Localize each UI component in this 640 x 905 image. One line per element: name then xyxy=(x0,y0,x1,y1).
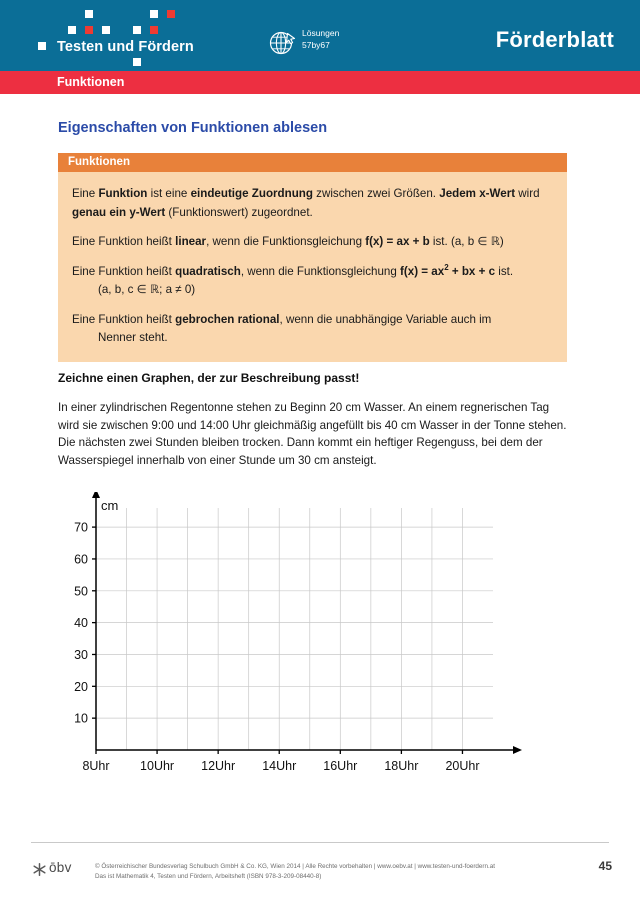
rational-line-2: Nenner steht. xyxy=(98,331,168,344)
y-axis-unit-label: cm xyxy=(101,498,119,513)
page-number: 45 xyxy=(598,859,612,873)
quadratic-paragraph: Eine Funktion heißt quadratisch, wenn die Funktionsgleichung $f(x) = ax^2$ + bx + c ist. (a, b, c ∈ ℝ; a ≠ 0) xyxy=(72,263,553,300)
page-title: Förderblatt xyxy=(495,27,614,52)
y-axis-tick-label: 30 xyxy=(74,647,88,662)
page-header xyxy=(0,0,640,71)
y-axis-tick-label: 40 xyxy=(74,616,88,631)
logo-square xyxy=(38,42,46,50)
logo-square xyxy=(133,26,141,34)
y-axis-tick-label: 60 xyxy=(74,552,88,567)
logo-square xyxy=(68,26,76,34)
logo-square xyxy=(150,10,158,18)
y-axis-tick-label: 70 xyxy=(74,520,88,535)
task-title: Zeichne einen Graphen, der zur Beschreibung passt! xyxy=(58,371,360,385)
info-box-body xyxy=(58,172,567,362)
subject-bar xyxy=(0,71,640,94)
logo-square xyxy=(102,26,110,34)
brand-name: Testen und Fördern xyxy=(57,39,194,55)
x-axis-tick-label: 12Uhr xyxy=(201,759,236,773)
publisher-logo xyxy=(33,861,91,877)
solutions-code-value: 57by67 xyxy=(302,39,330,50)
section-heading: Eigenschaften von Funktionen ablesen xyxy=(58,120,328,136)
logo-square xyxy=(167,10,175,18)
copyright-text xyxy=(95,862,495,881)
globe-cursor-icon xyxy=(268,28,298,63)
solutions-label: Lösungen xyxy=(302,28,340,38)
definition-paragraph: Eine Funktion ist eine eindeutige Zuordnung zwischen zwei Größen. Jedem x-Wert wird genau ein y-Wert (Funktionswert) zugeordnet. xyxy=(72,187,540,219)
x-axis-tick-label: 18Uhr xyxy=(384,759,419,773)
info-box-title: Funktionen xyxy=(58,153,567,172)
y-axis-tick-label: 20 xyxy=(74,679,88,694)
coordinate-grid[interactable] xyxy=(58,492,528,782)
rational-paragraph: Eine Funktion heißt gebrochen rational, wenn die unabhängige Variable auch im Nenner steht. xyxy=(72,311,553,348)
task-description: In einer zylindrischen Regentonne stehen zu Beginn 20 cm Wasser. An einem regnerischen Tag wird sie zwischen 9:00 und 14:00 Uhr gleichmäßig angefüllt bis 40 cm Wasser in der Tonne stehen. Die nächsten zwei Stunden bleiben trocken. Dann kommt ein heftiger Regenguss, bei dem der Wasserspiegel innerhalb von einer Stunde um 30 cm ansteigt. xyxy=(58,401,567,467)
obv-star-icon xyxy=(33,863,46,881)
linear-paragraph: Eine Funktion heißt linear, wenn die Funktionsgleichung f(x) = ax + b ist. (a, b ∈ ℝ) xyxy=(72,235,504,248)
x-axis-tick-label: 20Uhr xyxy=(445,759,480,773)
x-axis-tick-label: 16Uhr xyxy=(323,759,358,773)
x-axis-tick-label: 14Uhr xyxy=(262,759,297,773)
brand-logo xyxy=(30,6,245,68)
solutions-link[interactable] xyxy=(268,28,398,60)
logo-square xyxy=(150,26,158,34)
grid-svg xyxy=(58,492,528,782)
info-box xyxy=(58,153,567,362)
logo-square xyxy=(85,10,93,18)
y-axis-tick-label: 10 xyxy=(74,711,88,726)
logo-square xyxy=(85,26,93,34)
x-axis-arrow xyxy=(513,746,522,754)
solutions-code xyxy=(302,28,339,51)
publisher-name: ōbv xyxy=(49,860,72,875)
copyright-line-1: © Österreichischer Bundesverlag Schulbuch GmbH & Co. KG, Wien 2014 | Alle Rechte vorbehalten | www.oebv.at | www.testen-und-foerdern.at xyxy=(95,863,496,870)
x-axis-tick-label: 8Uhr xyxy=(82,759,110,773)
quadratic-condition: (a, b, c ∈ ℝ; a ≠ 0) xyxy=(98,283,196,296)
copyright-line-2: Das ist Mathematik 4, Testen und Fördern, Arbeitsheft (ISBN 978-3-209-08440-8) xyxy=(95,872,322,880)
footer-divider xyxy=(31,842,609,843)
subject-label: Funktionen xyxy=(57,75,125,89)
y-axis-tick-label: 50 xyxy=(74,584,88,599)
x-axis-tick-label: 10Uhr xyxy=(140,759,175,773)
logo-square xyxy=(133,58,141,66)
y-axis-arrow xyxy=(92,492,100,498)
